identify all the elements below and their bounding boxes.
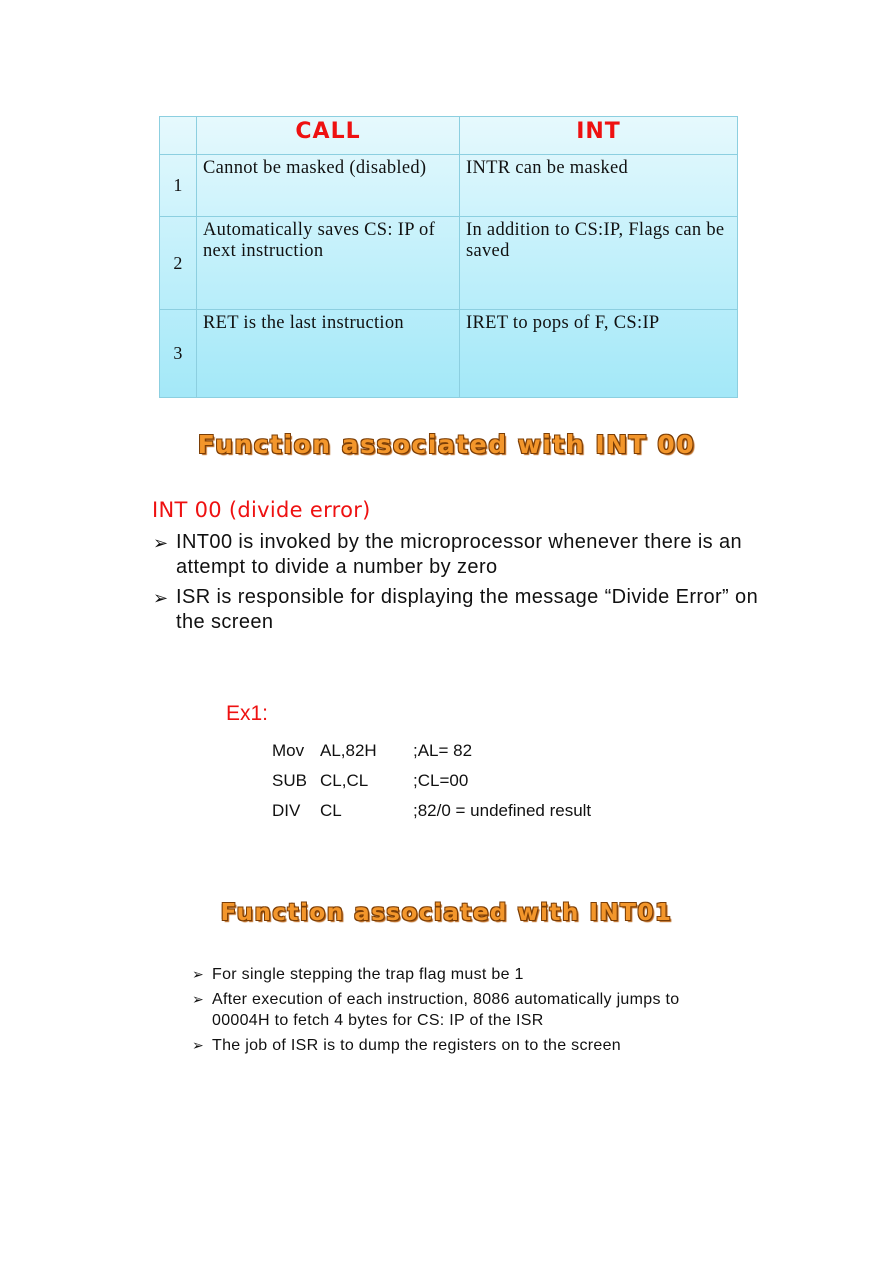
example-label: Ex1: [226, 702, 269, 725]
arrow-bullet-icon: ➢ [192, 992, 205, 1008]
code-operand: CL,CL [320, 771, 369, 790]
table-row [160, 155, 738, 216]
list-item [192, 989, 722, 1031]
arrow-bullet-icon: ➢ [153, 588, 169, 609]
row-number: 3 [160, 310, 197, 398]
int-cell: In addition to CS:IP, Flags can be saved [460, 216, 738, 310]
list-item [192, 964, 722, 985]
bullet-text: The job of ISR is to dump the registers on to the screen [212, 1037, 622, 1054]
code-operand: CL [320, 801, 342, 820]
call-vs-int-table [159, 116, 738, 398]
table-header-row [160, 117, 738, 155]
header-int: INT [460, 117, 738, 155]
code-operand: AL,82H [320, 741, 377, 760]
call-cell: Cannot be masked (disabled) [197, 155, 460, 216]
header-call: CALL [197, 117, 460, 155]
code-line [272, 736, 591, 766]
int00-subheading: INT 00 (divide error) [152, 498, 371, 522]
code-block [272, 736, 591, 826]
code-comment: ;AL= 82 [413, 741, 473, 760]
code-op: SUB [272, 771, 307, 790]
bullet-text: INT00 is invoked by the microprocessor whenever there is an attempt to divide a number by zero [176, 531, 743, 578]
code-comment: ;82/0 = undefined result [413, 801, 592, 820]
int-cell: IRET to pops of F, CS:IP [460, 310, 738, 398]
call-cell: RET is the last instruction [197, 310, 460, 398]
int01-bullet-list [192, 964, 722, 1060]
arrow-bullet-icon: ➢ [192, 1038, 205, 1054]
arrow-bullet-icon: ➢ [192, 967, 205, 983]
table-row [160, 216, 738, 310]
bullet-text: ISR is responsible for displaying the message “Divide Error” on the screen [176, 586, 759, 633]
list-item [192, 1035, 722, 1056]
int00-bullet-list [153, 530, 773, 640]
int00-heading: Function associated with INT 00 [197, 430, 696, 459]
table-row [160, 310, 738, 398]
code-op: Mov [272, 741, 305, 760]
call-cell: Automatically saves CS: IP of next instruction [197, 216, 460, 310]
list-item [153, 530, 773, 580]
row-number: 1 [160, 155, 197, 216]
code-op: DIV [272, 801, 301, 820]
code-line [272, 766, 591, 796]
code-line [272, 796, 591, 826]
arrow-bullet-icon: ➢ [153, 533, 169, 554]
row-number: 2 [160, 216, 197, 310]
int01-heading: Function associated with INT01 [220, 900, 673, 926]
header-num [160, 117, 197, 155]
bullet-text: For single stepping the trap flag must be 1 [212, 966, 524, 983]
int-cell: INTR can be masked [460, 155, 738, 216]
list-item [153, 585, 773, 635]
bullet-text: After execution of each instruction, 8086 automatically jumps to 00004H to fetch 4 bytes for CS: IP of the ISR [212, 991, 680, 1029]
code-comment: ;CL=00 [413, 771, 469, 790]
